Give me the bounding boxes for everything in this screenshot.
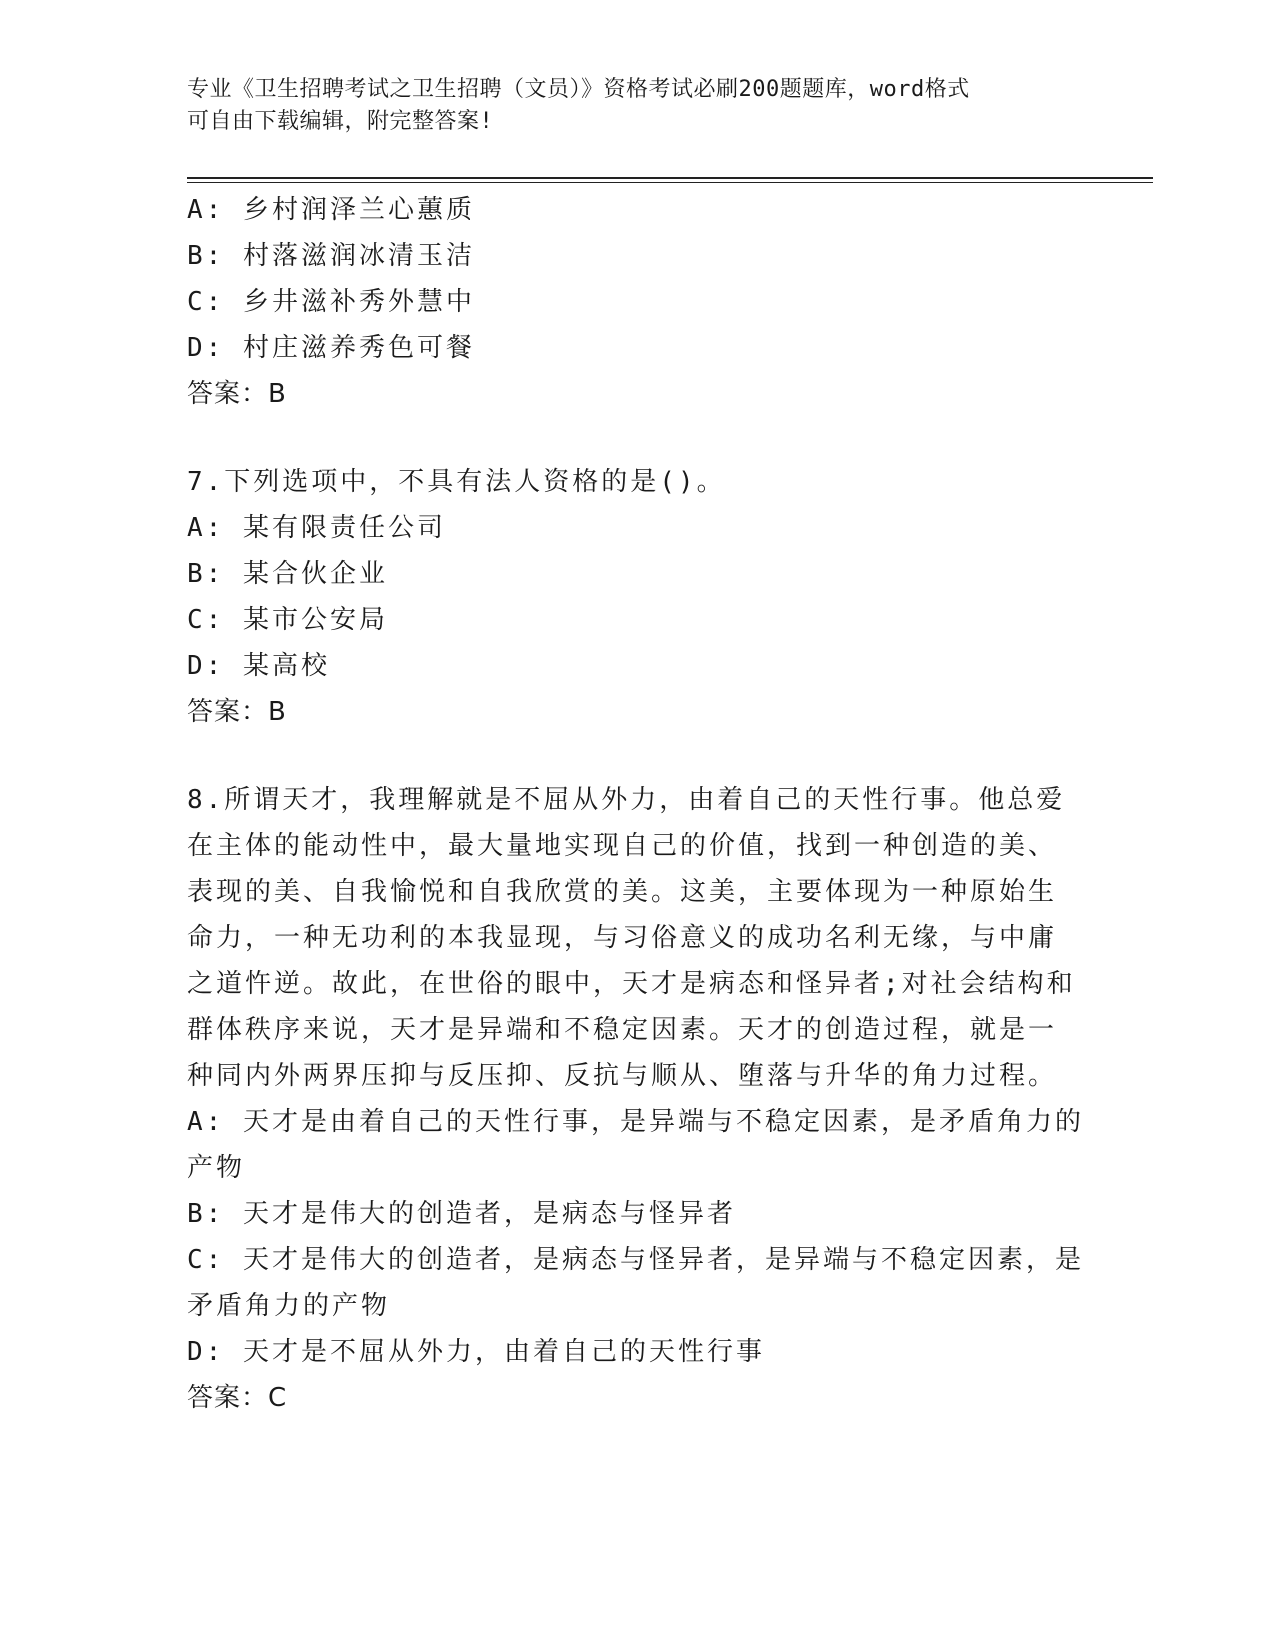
q7-answer: 答案：B <box>187 697 287 727</box>
question-7 <box>187 459 1087 735</box>
q7-option-a: A: 某有限责任公司 <box>187 513 446 543</box>
question-6 <box>187 187 1087 417</box>
spacer <box>187 735 1087 777</box>
q6-option-a: A: 乡村润泽兰心蕙质 <box>187 195 475 225</box>
header-divider-thick <box>187 177 1153 179</box>
q6-option-c: C: 乡井滋补秀外慧中 <box>187 287 475 317</box>
q8-stem-line-3: 表现的美、自我愉悦和自我欣赏的美。这美，主要体现为一种原始生 <box>187 877 1058 907</box>
document-header <box>187 74 1087 138</box>
spacer <box>187 417 1087 459</box>
header-title-line-1: 专业《卫生招聘考试之卫生招聘（文员）》资格考试必刷200题题库，word格式 <box>187 77 970 102</box>
q8-stem-line-6: 群体秩序来说，天才是异端和不稳定因素。天才的创造过程，就是一 <box>187 1015 1058 1045</box>
q6-option-d: D: 村庄滋养秀色可餐 <box>187 333 475 363</box>
q7-option-c: C: 某市公安局 <box>187 605 388 635</box>
q8-stem-line-2: 在主体的能动性中，最大量地实现自己的价值，找到一种创造的美、 <box>187 831 1058 861</box>
header-divider-thin <box>187 182 1153 183</box>
q8-stem-line-4: 命力，一种无功利的本我显现，与习俗意义的成功名利无缘，与中庸 <box>187 923 1058 953</box>
q8-answer: 答案：C <box>187 1383 288 1413</box>
q7-option-d: D: 某高校 <box>187 651 330 681</box>
header-title-line-2: 可自由下载编辑，附完整答案! <box>187 109 494 134</box>
q8-option-b: B: 天才是伟大的创造者，是病态与怪异者 <box>187 1199 736 1229</box>
q6-option-b: B: 村落滋润冰清玉洁 <box>187 241 475 271</box>
q8-stem-line-7: 种同内外两界压抑与反压抑、反抗与顺从、堕落与升华的角力过程。 <box>187 1061 1058 1091</box>
question-8 <box>187 777 1087 1421</box>
q8-option-a-line-1: A: 天才是由着自己的天性行事，是异端与不稳定因素，是矛盾角力的 <box>187 1107 1084 1137</box>
document-body <box>187 187 1087 1421</box>
q6-answer: 答案：B <box>187 379 287 409</box>
q7-option-b: B: 某合伙企业 <box>187 559 388 589</box>
q8-option-a-line-2: 产物 <box>187 1153 246 1183</box>
q8-option-c-line-1: C: 天才是伟大的创造者，是病态与怪异者，是异端与不稳定因素，是 <box>187 1245 1084 1275</box>
q8-option-c-line-2: 矛盾角力的产物 <box>187 1291 391 1321</box>
q8-stem-line-5: 之道忤逆。故此，在世俗的眼中，天才是病态和怪异者;对社会结构和 <box>187 969 1076 999</box>
q7-stem: 7.下列选项中，不具有法人资格的是()。 <box>187 467 726 497</box>
q8-option-d: D: 天才是不屈从外力，由着自己的天性行事 <box>187 1337 765 1367</box>
q8-stem-line-1: 8.所谓天才，我理解就是不屈从外力，由着自己的天性行事。他总爱 <box>187 785 1066 815</box>
